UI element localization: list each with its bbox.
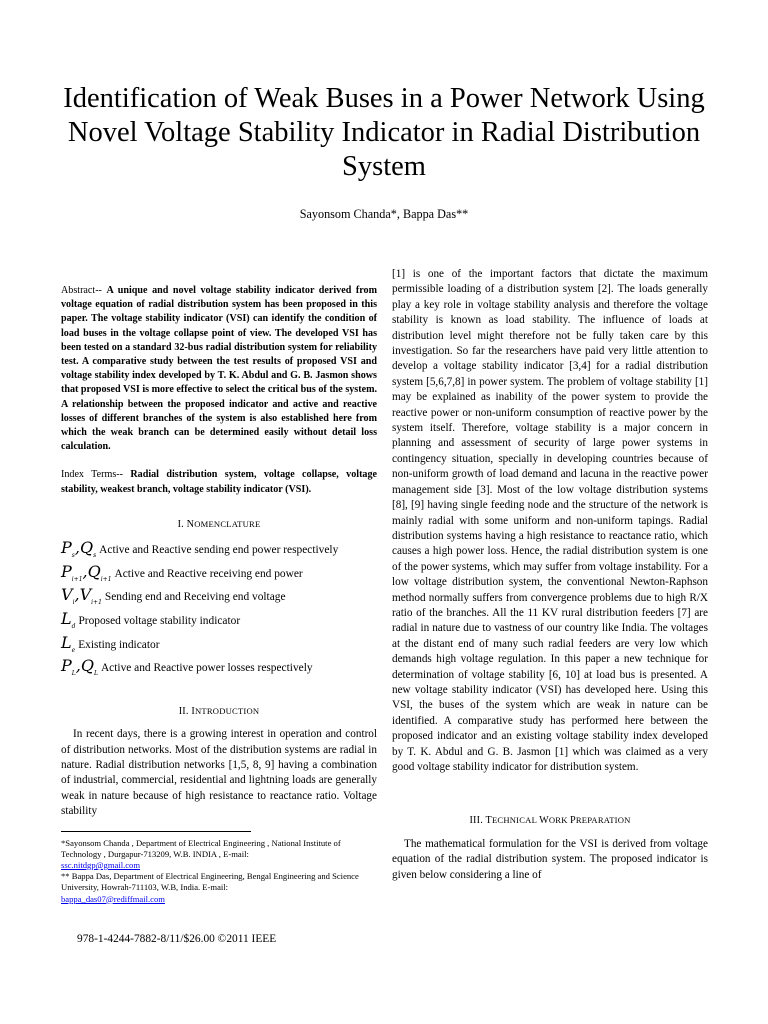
section-initial: I xyxy=(191,705,195,717)
nomenclature-symbol: $V_i,V_{i+1}$ xyxy=(61,585,102,607)
email-link-author-2[interactable]: bappa_das07@rediffmail.com xyxy=(61,893,165,904)
nomenclature-symbol: $L_e$ xyxy=(61,632,76,654)
footnote-author-2: ** Bappa Das, Department of Electrical Engineering, Bengal Engineering and Science University, Howrah-711103, W.B, India. E-mail: bappa_das07@rediffmail.com xyxy=(61,871,359,904)
nomenclature-symbol: $P_{i+1},Q_{i+1}$ xyxy=(61,561,112,584)
nomenclature-description: Active and Reactive power losses respectively xyxy=(100,662,313,675)
email-link-author-1[interactable]: ssc.nitdgp@gmail.com xyxy=(61,860,141,871)
nomenclature-symbol: $P_s,Q_s$ xyxy=(61,538,97,560)
index-terms-body: Radial distribution system, voltage collapse, voltage stability, weakest branch, voltage stability indicator (VSI). xyxy=(61,469,377,495)
section-heading-introduction xyxy=(61,704,377,719)
index-terms xyxy=(61,468,377,496)
introduction-paragraph-left: In recent days, there is a growing interest in operation and control of distribution networks. Most of the distribution systems are radial in nature. Radial distribution networks [1,5, 8, 9] having a combination of industrial, commercial, residential and lightning loads are generally weak in nature because of high resistance to reactance ratio. Voltage stability xyxy=(61,728,377,818)
nomenclature-item xyxy=(61,540,377,564)
introduction-paragraph-right: [1] is one of the important factors that dictate the maximum permissible loading of a distribution system [2]. The loads generally play a key role in voltage stability analysis and therefore the voltage stability is known as load stability. The influence of loads at distribution level might therefore not be fully taken care by this investigation. So far the researchers have paid very little attention to develop a voltage stability indicator [3,4] for a radial distribution system [5,6,7,8] in power system. The problem of voltage stability [1] may be explained as inability of the power system to provide the reactive power or non-uniform consumption of reactive power by the system itself. Therefore, voltage stability is a major concern in planning and assessment of security of large power systems in contingency situation, specially in developing countries because of non-uniform growth of load demand and lacuna in the reactive power management side [3]. Most of the low voltage distribution systems [8], [9] having single feeding node and the structure of the network is mainly radial with some uniform and non-uniform tapings. Radial distribution systems having a high resistance to reactance ratio, which causes a high power loss. Hence, the radial distribution system is one of the power systems, which may suffer from voltage instability. For a low voltage distribution system, the conventional Newton-Raphson method normally suffers from convergence problems due to high R/X ratio of the branches. All the 11 KV rural distribution feeders [7] are radial in nature due to vastness of our country like India. The voltages at the distant end of many such radial feeders are very low which demands high voltage regulation. In this paper a new technique for determination of voltage stability [6, 10] at load bus is presented. A new voltage stability indicator (VSI) has developed here. Using this VSI, the buses of the system which are weak in nature can be identified. A comparative study has performed here between the proposed indicator and an existing voltage stability index developed by T. K. Abdul and G. B. Jasmon [1] which was claimed as a very good voltage stability indicator for distribution system. xyxy=(392,268,708,773)
nomenclature-description: Proposed voltage stability indicator xyxy=(78,615,241,628)
right-column xyxy=(392,267,708,883)
nomenclature-item xyxy=(61,611,377,635)
nomenclature-description: Active and Reactive sending end power respectively xyxy=(99,544,339,557)
nomenclature-symbol: $P_L,Q_L$ xyxy=(61,656,98,678)
nomenclature-description: Active and Reactive receiving end power xyxy=(114,567,303,580)
index-terms-lead: Index Terms-- xyxy=(61,469,131,481)
left-column xyxy=(61,284,377,905)
nomenclature-item xyxy=(61,587,377,611)
section-heading-nomenclature xyxy=(61,517,377,532)
nomenclature-item xyxy=(61,658,377,682)
nomenclature-symbol: $L_d$ xyxy=(61,609,76,631)
nomenclature-item xyxy=(61,632,377,659)
footnote-divider xyxy=(61,831,251,832)
abstract-body: A unique and novel voltage stability indicator derived from voltage equation of radial distribution system has been proposed in this paper. The voltage stability indicator (VSI) can identify the condition of load buses in the voltage collapse point of view. The developed VSI has been tested on a standard 32-bus radial distribution system for reliability test. A comparative study between the test results of proposed VSI and voltage stability index developed by T. K. Abdul and G. B. Jasmon shows that proposed VSI is more effective to select the critical bus of the system. A relationship between the proposed indicator and active and reactive losses of different branches of the system is also established here from which the weak branch can be determined easily without detail loss calculation. xyxy=(61,285,377,453)
section-rest: OMENCLATURE xyxy=(194,518,261,529)
technical-work-paragraph: The mathematical formulation for the VSI is derived from voltage equation of the radial distribution system. The proposed indicator is given below considering a line of xyxy=(392,837,708,881)
authors: Sayonsom Chanda*, Bappa Das** xyxy=(299,207,469,221)
ieee-copyright: 978-1-4244-7882-8/11/$26.00 ©2011 IEEE xyxy=(77,933,277,945)
nomenclature-description: Existing indicator xyxy=(78,638,160,651)
section-initial: N xyxy=(186,518,195,530)
paper-title: Identification of Weak Buses in a Power Network Using Novel Voltage Stability Indicator in Radial Distribution System xyxy=(63,83,705,182)
section-rest: NTRODUCTION xyxy=(195,705,260,716)
section-number: I. xyxy=(177,518,187,530)
section-heading-technical-work: III. TECHNICAL WORK PREPARATION xyxy=(469,815,631,827)
abstract-lead: Abstract-- xyxy=(61,285,107,296)
nomenclature-item xyxy=(61,561,377,588)
nomenclature-list xyxy=(61,540,377,682)
nomenclature-description: Sending end and Receiving end voltage xyxy=(104,591,286,604)
abstract xyxy=(61,284,377,454)
footnote-author-1: *Sayonsom Chanda , Department of Electrical Engineering , National Institute of Technology , Durgapur-713209, W.B. INDIA , E-mail: ssc.nitdgp@gmail.com xyxy=(61,837,341,871)
section-number: II. xyxy=(178,705,192,717)
